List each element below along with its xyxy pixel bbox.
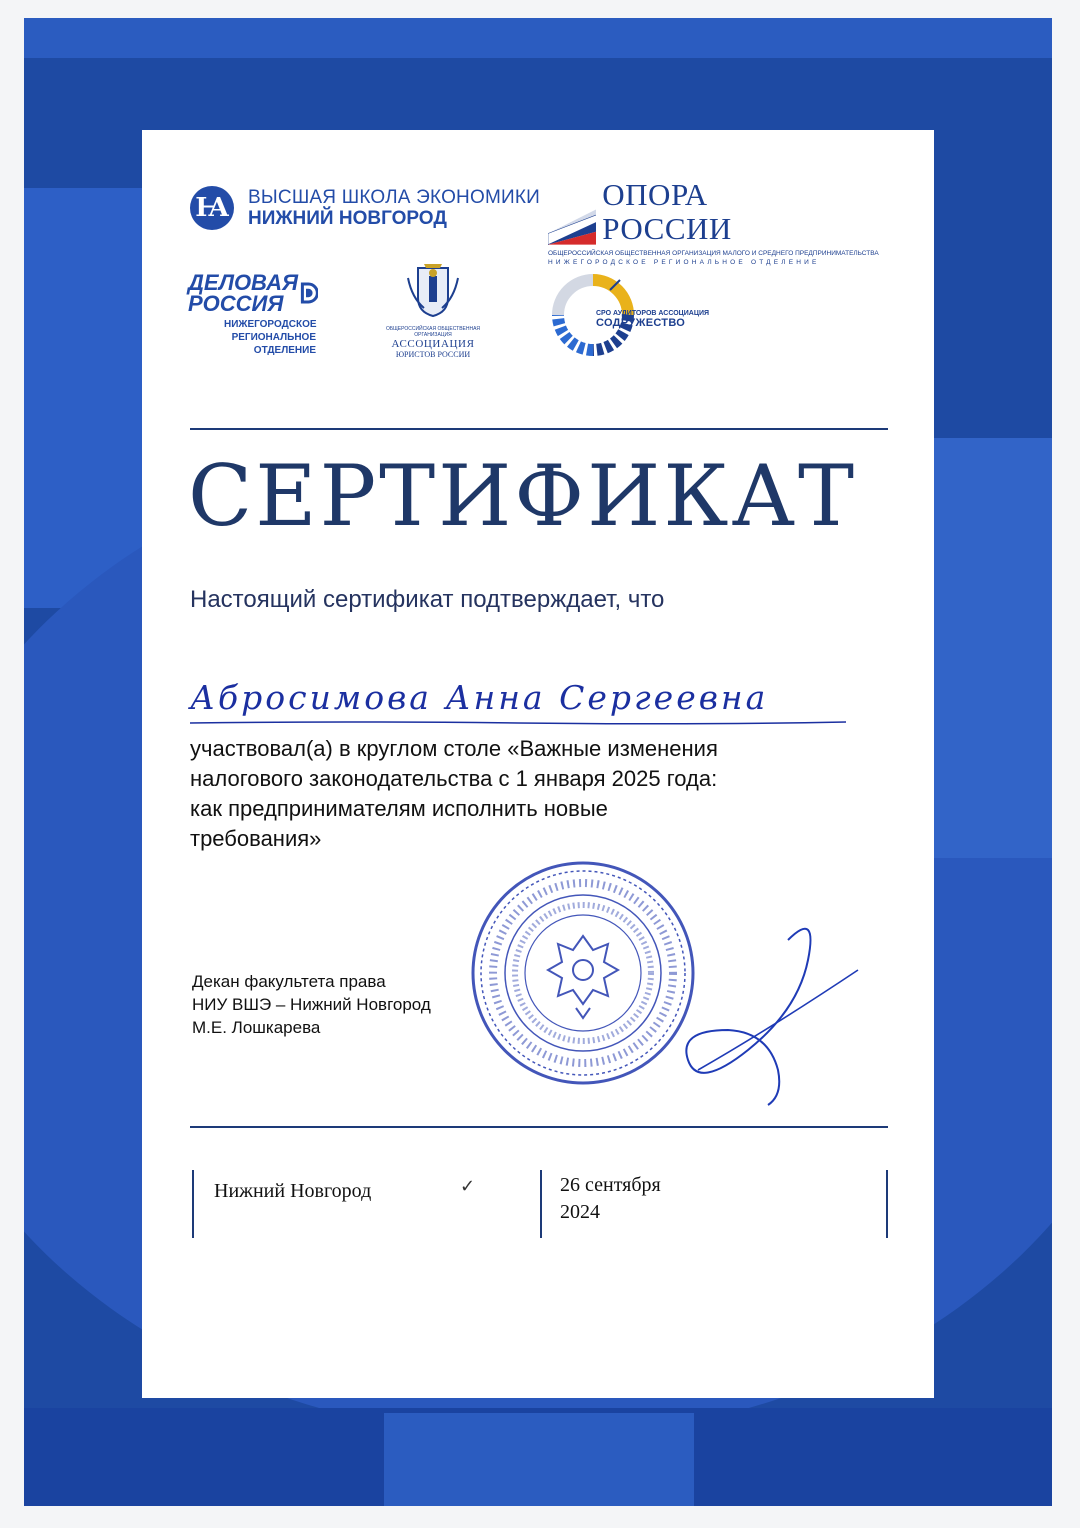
- delovaya-rossiya-logo: [188, 272, 318, 357]
- sro-sodruzhestvo-logo: [550, 272, 709, 358]
- footer-date-year: 2024: [560, 1201, 600, 1223]
- delovaya-sub1: НИЖЕГОРОДСКОЕ: [224, 319, 317, 330]
- confirmation-text: Настоящий сертификат подтверждает, что: [190, 586, 665, 613]
- opora-title: ОПОРА РОССИИ: [602, 177, 732, 246]
- signatory-name: М.Е. Лошкарева: [192, 1018, 321, 1037]
- event-line-3: как предпринимателям исполнить новые: [190, 796, 608, 821]
- lawyers-small-text: ОБЩЕРОССИЙСКАЯ ОБЩЕСТВЕННАЯ ОРГАНИЗАЦИЯ: [385, 326, 481, 338]
- footer-city: Нижний Новгород: [214, 1180, 372, 1202]
- delovaya-sub3: ОТДЕЛЕНИЕ: [253, 345, 316, 356]
- frame-block-left: [24, 188, 142, 608]
- event-line-1: участвовал(а) в круглом столе «Важные изменения: [190, 736, 718, 761]
- sro-line1: СРО АУДИТОРОВ АССОЦИАЦИЯ: [596, 309, 710, 317]
- delovaya-word: ДЕЛОВАЯ: [188, 270, 299, 295]
- lawyers-emblem-icon: [402, 258, 464, 320]
- delovaya-sub2: РЕГИОНАЛЬНОЕ: [231, 332, 316, 343]
- certificate-paper: [142, 130, 934, 1398]
- lawyers-name-line2: ЮРИСТОВ РОССИИ: [395, 350, 471, 359]
- recipient-underline: [188, 720, 848, 726]
- frame-band-top: [24, 18, 1052, 58]
- footer-bar-left: [192, 1170, 194, 1238]
- divider-top: [190, 428, 888, 430]
- hse-city: НИЖНИЙ НОВГОРОД: [248, 208, 447, 229]
- signatory-title: Декан факультета права: [192, 972, 386, 991]
- event-description: [190, 734, 830, 854]
- checkmark-icon: ✓: [460, 1176, 476, 1197]
- footer-bar-middle: [540, 1170, 542, 1238]
- frame-block-bottom: [384, 1413, 694, 1506]
- footer-date: [560, 1172, 661, 1226]
- opora-branch: НИЖЕГОРОДСКОЕ РЕГИОНАЛЬНОЕ ОТДЕЛЕНИЕ: [548, 259, 820, 266]
- rossiya-word: РОССИЯ: [188, 291, 284, 316]
- lawyers-name-line1: АССОЦИАЦИЯ: [391, 338, 475, 350]
- signatory-block: [192, 970, 431, 1039]
- recipient-name: Абросимова Анна Сергеевна: [190, 678, 769, 717]
- divider-bottom: [190, 1126, 888, 1128]
- hse-emblem-icon: Ꙗ: [190, 186, 234, 230]
- signatory-org: НИУ ВШЭ – Нижний Новгород: [192, 995, 431, 1014]
- frame-block-right: [934, 438, 1052, 858]
- lawyers-association-logo: [368, 258, 498, 360]
- footer-date-day: 26 сентября: [560, 1174, 661, 1196]
- footer-bar-right: [886, 1170, 888, 1238]
- opora-logo: [548, 177, 879, 266]
- event-line-2: налогового законодательства с 1 января 2025 года:: [190, 766, 718, 791]
- event-line-4: требования»: [190, 826, 322, 851]
- sro-line2: СОДРУЖЕСТВО: [596, 316, 686, 329]
- delovaya-d-icon: [300, 274, 318, 312]
- certificate-title: СЕРТИФИКАТ: [188, 447, 858, 545]
- signature-icon: [658, 920, 868, 1120]
- hse-name: ВЫСШАЯ ШКОЛА ЭКОНОМИКИ: [248, 187, 540, 208]
- hse-logo: [190, 186, 540, 230]
- opora-subtitle: ОБЩЕРОССИЙСКАЯ ОБЩЕСТВЕННАЯ ОРГАНИЗАЦИЯ МАЛОГО И СРЕДНЕГО ПРЕДПРИНИМАТЕЛЬСТВА: [548, 250, 879, 257]
- opora-flag-icon: [548, 208, 596, 246]
